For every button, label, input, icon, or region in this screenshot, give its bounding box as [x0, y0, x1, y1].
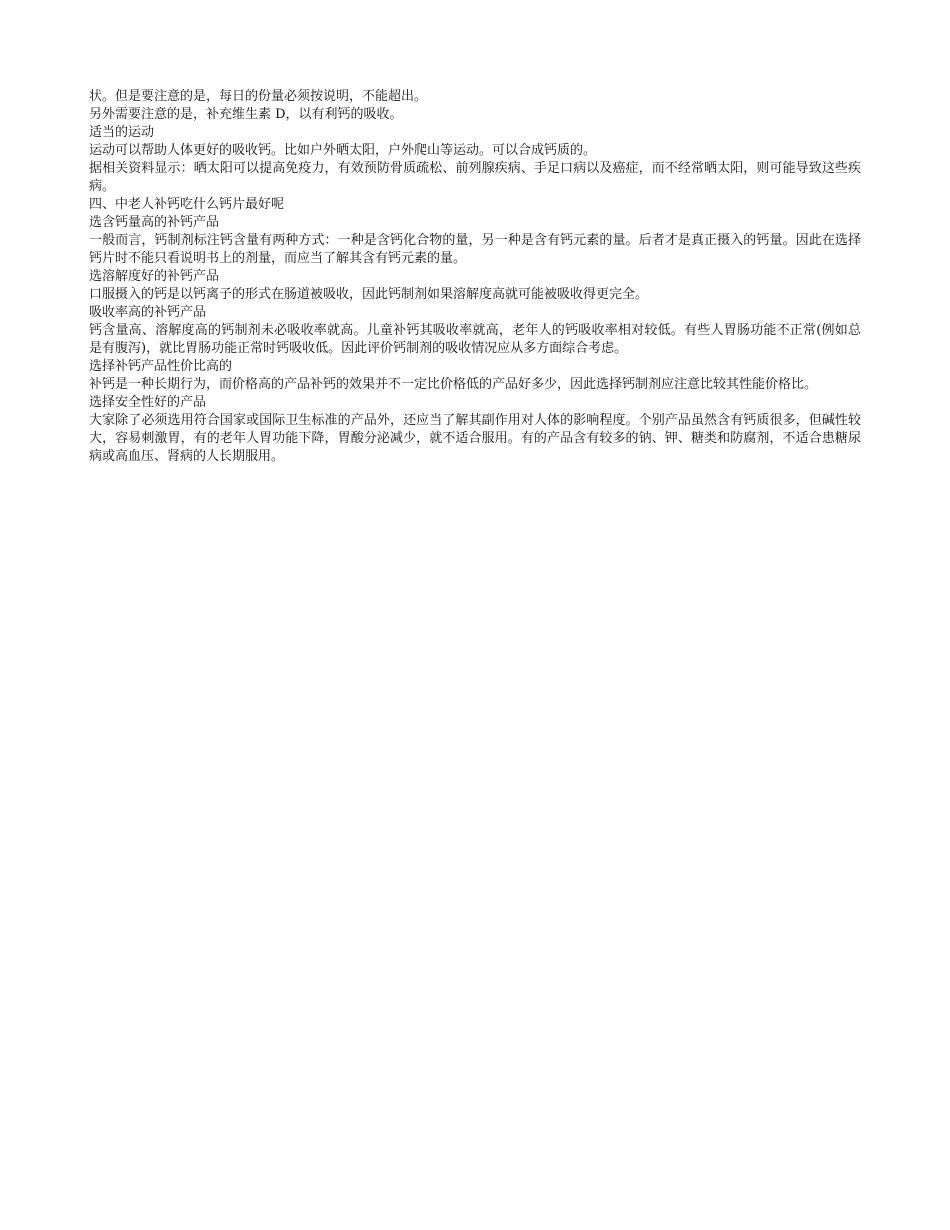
- document-body: [89, 88, 861, 466]
- paragraph: 运动可以帮助人体更好的吸收钙。比如户外晒太阳，户外爬山等运动。可以合成钙质的。: [89, 143, 597, 158]
- section-heading: 四、中老人补钙吃什么钙片最好呢: [89, 197, 285, 212]
- section-heading: 选溶解度好的补钙产品: [89, 269, 220, 284]
- paragraph: 一般而言，钙制剂标注钙含量有两种方式：一种是含钙化合物的量，另一种是含有钙元素的量。后者才是真正摄入的钙量。因此在选择钙片时不能只看说明书上的剂量，而应当了解其含有钙元素的量。: [89, 233, 861, 266]
- paragraph: 据相关资料显示：晒太阳可以提高免疫力，有效预防骨质疏松、前列腺疾病、手足口病以及癌症，而不经常晒太阳，则可能导致这些疾病。: [89, 161, 861, 194]
- paragraph: 口服摄入的钙是以钙离子的形式在肠道被吸收，因此钙制剂如果溶解度高就可能被吸收得更完全。: [89, 287, 649, 302]
- paragraph: 大家除了必须选用符合国家或国际卫生标准的产品外，还应当了解其副作用对人体的影响程度。个别产品虽然含有钙质很多，但碱性较大，容易刺激胃，有的老年人胃功能下降，胃酸分泌减少，就不适合服用。有的产品含有较多的钠、钾、糖类和防腐剂，不适合患糖尿病或高血压、肾病的人长期服用。: [89, 413, 861, 464]
- section-heading: 选含钙量高的补钙产品: [89, 215, 220, 230]
- paragraph: 补钙是一种长期行为，而价格高的产品补钙的效果并不一定比价格低的产品好多少，因此选择钙制剂应注意比较其性能价格比。: [89, 377, 818, 392]
- section-heading: 选择补钙产品性价比高的: [89, 359, 233, 374]
- section-heading: 吸收率高的补钙产品: [89, 305, 207, 320]
- section-heading: 适当的运动: [89, 125, 155, 140]
- paragraph: 状。但是要注意的是，每日的份量必须按说明，不能超出。: [89, 89, 428, 104]
- paragraph: 另外需要注意的是，补充维生素 D，以有利钙的吸收。: [89, 107, 403, 122]
- section-heading: 选择安全性好的产品: [89, 395, 207, 410]
- paragraph: 钙含量高、溶解度高的钙制剂未必吸收率就高。儿童补钙其吸收率就高，老年人的钙吸收率相对较低。有些人胃肠功能不正常(例如总是有腹泻)，就比胃肠功能正常时钙吸收低。因此评价钙制剂的吸收情况应从多方面综合考虑。: [89, 323, 861, 356]
